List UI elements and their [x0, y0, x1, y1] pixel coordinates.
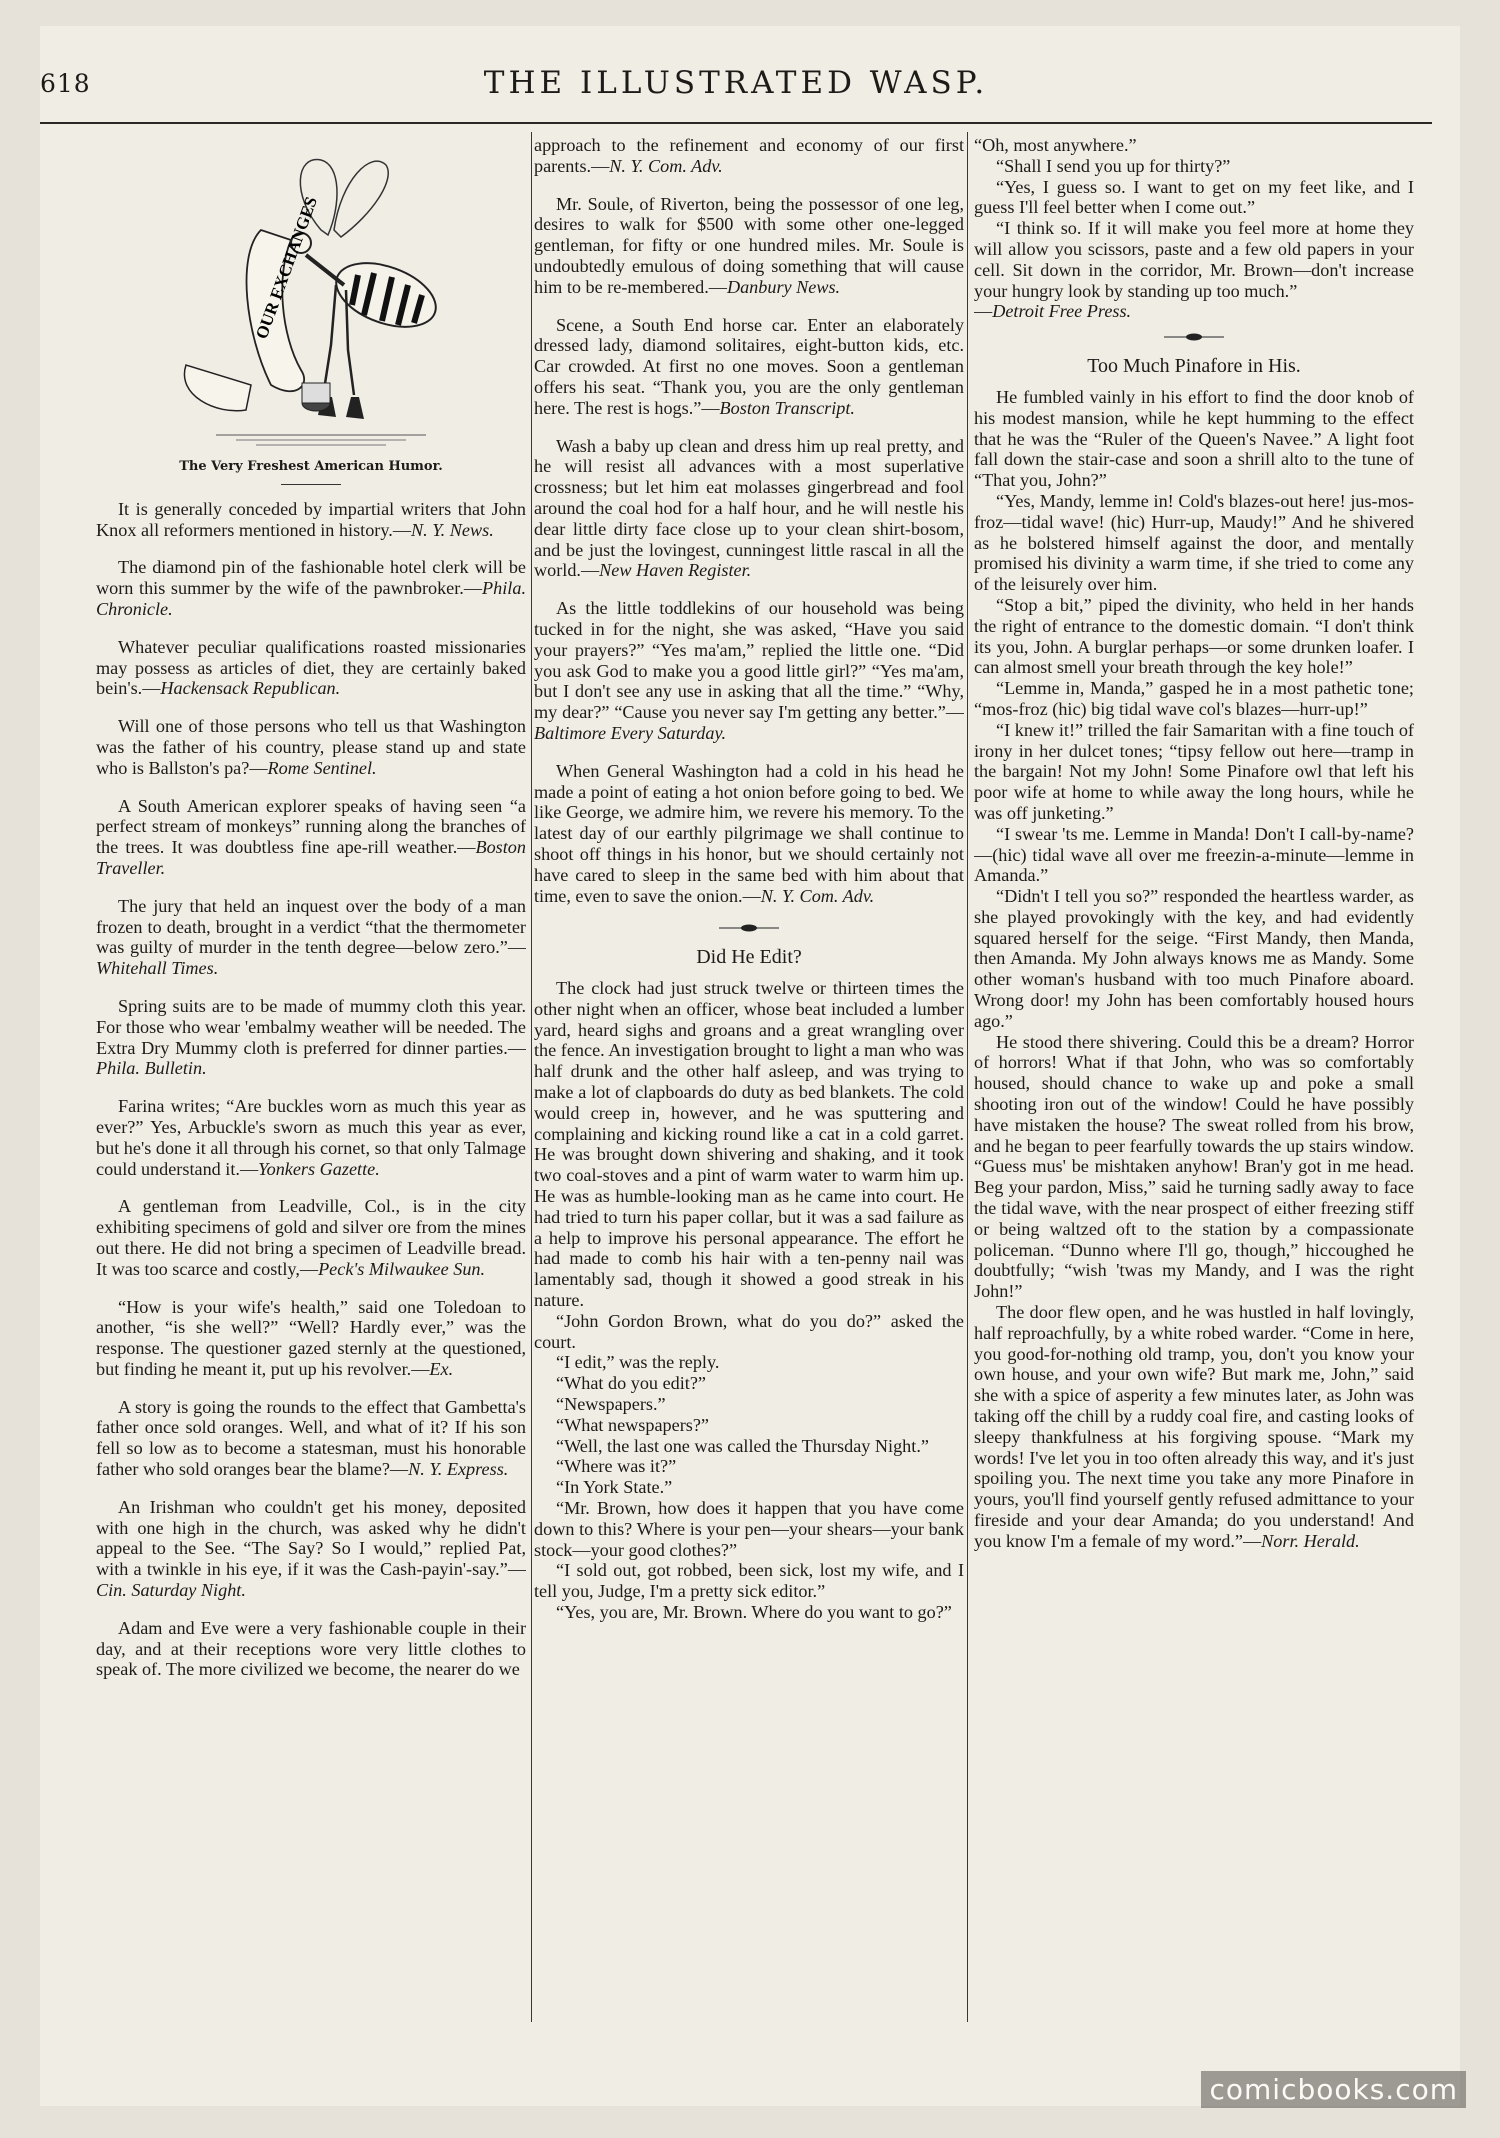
paragraph-text: The door flew open, and he was hustled in half lovingly, half reproachfully, by a white robed warder. “Come in here, you good-for-nothing old tramp, you, don't you know your own house, and your own wife? But mark me, John,” said she with a spice of asperity a few minutes later, as John was taking off the chill by a ruddy coal fire, and casting looks of sleepy thankfulness at his forgiving spouse. “Mark my words! I've let you in too often already this way, and it's just spoiling you. The next time you take any more Pinafore in yours, you'll find yourself gently refused admittance to your fireside and your dear Amanda; do you understand! And you know I'm a female of my word.” — [974, 1302, 1414, 1551]
paragraph-text: “I sold out, got robbed, been sick, lost my wife, and I tell you, Judge, I'm a pretty sick editor.” — [534, 1560, 964, 1602]
paragraph — [974, 156, 1414, 177]
paragraph — [974, 886, 1414, 1032]
watermark: comicbooks.com — [1201, 2071, 1466, 2108]
paragraph — [534, 1498, 964, 1560]
paragraph-text: Spring suits are to be made of mummy cloth this year. For those who wear 'embalmy weather will be needed. The Extra Dry Mummy cloth is preferred for dinner parties. — [96, 995, 526, 1058]
paragraph: The jury that held an inquest over the body of a man frozen to death, brought in a verdict “that the thermometer was guilty of murder in the tenth degree—below zero.”—Whitehall Times. — [96, 895, 526, 979]
paragraph — [974, 824, 1414, 886]
source-credit: N. Y. Com. Adv. — [760, 885, 875, 906]
paragraph — [534, 1394, 964, 1415]
paragraph — [534, 1436, 964, 1457]
column-3 — [974, 135, 1414, 2065]
illustration-banner-text: OUR EXCHANGES — [251, 194, 321, 342]
paragraph-text: As the little toddlekins of our household was being tucked in for the night, she was asked, “Have you said your prayers?” “Yes ma'am,” replied the little one. “Did you ask God to make you a good little girl?” “Yes ma'am, but I don't see any use in asking that all the time.” “Why, my dear?” “Cause you never say I'm getting any better.” — [534, 598, 964, 723]
source-credit: Rome Sentinel. — [267, 757, 377, 778]
illustration-caption: The Very Freshest American Humor. — [179, 459, 443, 474]
paragraph: A story is going the rounds to the effect that Gambetta's father once sold oranges. Well, and what of it? If his son fell so low as to become a statesman, must his honorable father who sold oranges bear the blame?—N. Y. Express. — [96, 1396, 526, 1480]
paragraph: Spring suits are to be made of mummy cloth this year. For those who wear 'embalmy weather will be needed. The Extra Dry Mummy cloth is preferred for dinner parties.—Phila. Bulletin. — [96, 995, 526, 1079]
caption-rule — [281, 484, 341, 485]
wasp-illustration — [96, 135, 526, 455]
paragraph — [534, 1456, 964, 1477]
paragraph: An Irishman who couldn't get his money, deposited with one high in the church, was asked why he didn't appeal to the See. “The Say? So I would,” replied Pat, with a twinkle in his eye, if it was the Cash-payin'-say.”—Cin. Saturday Night. — [96, 1496, 526, 1601]
paragraph — [96, 1618, 526, 1680]
wasp-drawing-icon — [96, 135, 526, 455]
paragraph-text: “Oh, most anywhere.” — [974, 135, 1137, 155]
paragraph-text: An Irishman who couldn't get his money, deposited with one high in the church, was asked why he didn't appeal to the See. “The Say? So I would,” replied Pat, with a twinkle in his eye, if it was the Cash-payin'-say.” — [96, 1496, 526, 1580]
paragraph-text: Whatever peculiar qualifications roasted missionaries may possess as articles of diet, they are certainly baked bein's. — [96, 636, 526, 699]
paragraph — [974, 387, 1414, 491]
paragraph-text: He fumbled vainly in his effort to find the door knob of his modest mansion, while he kept humming to the effect that he was the “Ruler of the Queen's Navee.” A light foot fall down the stair-case and soon a shrill alto to the tune of “That you, John?” — [974, 386, 1414, 491]
page-number: 618 — [40, 69, 91, 98]
paragraph: Scene, a South End horse car. Enter an elaborately dressed lady, diamond solitaires, eight-button kids, etc. Car crowded. At first no one moves. Soon a gentleman offers his seat. “Thank you, you are the only gentleman here. The rest is hogs.”—Boston Transcript. — [534, 314, 964, 418]
source-credit: Baltimore Every Saturday. — [534, 722, 727, 743]
paragraph-text: “Stop a bit,” piped the divinity, who held in her hands the right of entrance to the domestic domain. “I don't think its you, John. A burglar perhaps—or some drunken loafer. I can almost smell your breath through the key hole!” — [974, 594, 1414, 678]
paragraph — [974, 218, 1414, 301]
source-credit: Peck's Milwaukee Sun. — [318, 1258, 486, 1279]
paragraph: The door flew open, and he was hustled in half lovingly, half reproachfully, by a white robed warder. “Come in here, you good-for-nothing old tramp, you, don't you know your own house, and your own wife? But mark me, John,” said she with a spice of asperity a few minutes later, as John was taking off the chill by a ruddy coal fire, and casting looks of sleepy thankfulness at his forgiving spouse. “Mark my words! I've let you in too often already this way, and it's just spoiling you. The next time you take any more Pinafore in yours, you'll find yourself gently refused admittance to your fireside and your dear Amanda; do you understand! And you know I'm a female of my word.”—Norr. Herald. — [974, 1302, 1414, 1551]
paragraph: Farina writes; “Are buckles worn as much this year as ever?” Yes, Arbuckle's sworn as much this year as ever, but he's done it all through his cornet, so that only Talmage could understand it.—Yonkers Gazette. — [96, 1096, 526, 1179]
paragraph-text: “I edit,” was the reply. — [556, 1352, 720, 1373]
paragraph — [974, 1032, 1414, 1302]
paragraph-text: “I knew it!” trilled the fair Samaritan with a fine touch of irony in her dulcet tones; “tipsy fellow out here—tramp in the bargain! Not my John! Some Pinafore owl that left his poor wife at home to while away the long hours, while he was off junketing.” — [974, 719, 1414, 823]
ornament-divider-icon — [1164, 332, 1224, 342]
paragraph-text: “Well, the last one was called the Thursday Night.” — [556, 1435, 929, 1456]
source-credit: Boston Traveller. — [96, 837, 526, 878]
paragraph: Will one of those persons who tell us that Washington was the father of his country, please stand up and state who is Ballston's pa?—Rome Sentinel. — [96, 716, 526, 778]
paragraph-text: Adam and Eve were a very fashionable couple in their day, and at their receptions wore very little clothes to speak of. The more civilized we become, the nearer do we — [96, 1617, 526, 1680]
paragraph — [534, 1415, 964, 1436]
paragraph-text: “Mr. Brown, how does it happen that you have come down to this? Where is your pen—your shears—your bank stock—your good clothes?” — [534, 1498, 964, 1560]
paragraph-text: “Lemme in, Manda,” gasped he in a most pathetic tone; “mos-froz (hic) big tidal wave col's blazes—hurr-up!” — [974, 678, 1414, 719]
paragraph-text: “I think so. If it will make you feel more at home they will allow you scissors, paste and a few old papers in your cell. Sit down in the corridor, Mr. Brown—don't increase your hungry look by standing up too much.” — [974, 218, 1414, 301]
story-body — [534, 978, 964, 1623]
paragraph — [974, 491, 1414, 595]
paragraph-text: It is generally conceded by impartial writers that John Knox all reformers mentioned in history. — [96, 498, 526, 540]
ornament-divider-icon — [719, 923, 779, 933]
paragraph-text: approach to the refinement and economy of our first parents. — [534, 135, 964, 176]
paragraph — [974, 595, 1414, 678]
column-2-items — [534, 194, 964, 907]
column-divider — [967, 132, 968, 2022]
story2-body — [974, 387, 1414, 1552]
paragraph-text: Will one of those persons who tell us that Washington was the father of his country, please stand up and state who is Ballston's pa? — [96, 716, 526, 778]
paragraph-text: The jury that held an inquest over the body of a man frozen to death, brought in a verdict “that the thermometer was guilty of murder in the tenth degree—below zero.” — [96, 895, 526, 958]
paragraph — [534, 1560, 964, 1602]
source-credit: Norr. Herald. — [1261, 1530, 1360, 1551]
paragraph-text: “John Gordon Brown, what do you do?” asked the court. — [534, 1310, 964, 1352]
column-2 — [534, 135, 964, 2065]
paragraph — [534, 1373, 964, 1394]
source-credit: Danbury News. — [726, 276, 841, 297]
paragraph — [534, 1352, 964, 1373]
paragraph — [974, 135, 1414, 156]
paragraph-text: “Yes, Mandy, lemme in! Cold's blazes-out here! jus-mos-froz—tidal wave! (hic) Hurr-up, Maudy!” And he shivered as he bolstered himself against the door, and mentally promised his divinity a warm time, if she tried to come any of the leisurely over him. — [974, 490, 1414, 595]
paragraph: “How is your wife's health,” said one Toledoan to another, “is she well?” “Well? Hardly ever,” was the response. The questioner gazed sternly at the questioned, but finding he meant it, put up his revolver.—Ex. — [96, 1296, 526, 1379]
paragraph: The diamond pin of the fashionable hotel clerk will be worn this summer by the wife of the pawnbroker.—Phila. Chronicle. — [96, 557, 526, 619]
paragraph-text: “In York State.” — [556, 1477, 673, 1498]
paragraph: It is generally conceded by impartial writers that John Knox all reformers mentioned in history.—N. Y. News. — [96, 498, 526, 540]
source-credit: N. Y. Express. — [408, 1459, 509, 1480]
paragraph-text: “What newspapers?” — [556, 1414, 709, 1435]
column-divider — [531, 132, 532, 2022]
source-credit: Yonkers Gazette. — [258, 1158, 380, 1179]
paragraph: A South American explorer speaks of having seen “a perfect stream of monkeys” running along the branches of the trees. It was doubtless fine ape-rill weather.—Boston Traveller. — [96, 795, 526, 878]
source-credit: N. Y. Com. Adv. — [609, 155, 723, 176]
paragraph: A gentleman from Leadville, Col., is in the city exhibiting specimens of gold and silver ore from the mines out there. He did not bring a specimen of Leadville bread. It was too scarce and costly,—Peck's Milwaukee Sun. — [96, 1196, 526, 1279]
paragraph-text: A gentleman from Leadville, Col., is in the city exhibiting specimens of gold and silver ore from the mines out there. He did not bring a specimen of Leadville bread. It was too scarce and costly, — [96, 1196, 526, 1279]
story-continuation — [974, 135, 1414, 322]
source-credit: Phila. Bulletin. — [96, 1058, 207, 1079]
header-rule — [40, 122, 1432, 124]
paragraph-text: Mr. Soule, of Riverton, being the possessor of one leg, desires to walk for $500 with some other one-legged gentleman, for fifty or one hundred miles. Mr. Soule is undoubtedly emulous of doing something that will cause him to be re-membered. — [534, 193, 964, 297]
masthead-title: THE ILLUSTRATED WASP. — [483, 65, 989, 101]
paragraph-text: “I swear 'ts me. Lemme in Manda! Don't I call-by-name?—(hic) tidal wave all over me freezin-a-minute—lemme in Amanda.” — [974, 823, 1414, 886]
story-source: —Detroit Free Press. — [974, 301, 1132, 322]
paragraph: Whatever peculiar qualifications roasted missionaries may possess as articles of diet, they are certainly baked bein's.—Hackensack Republican. — [96, 636, 526, 699]
paragraph-text: “Where was it?” — [556, 1456, 677, 1477]
paragraph-text: When General Washington had a cold in his head he made a point of eating a hot onion before going to bed. We like George, we admire him, we revere his memory. To the latest day of our earthly pilgrimage we shall continue to shoot off things in his honor, but we should certainly not have cared to sleep in the same bed with him about that time, even to save the onion. — [534, 760, 964, 906]
paragraph-text: “What do you edit?” — [556, 1373, 706, 1394]
paragraph-text: A story is going the rounds to the effect that Gambetta's father once sold oranges. Well, and what of it? If his son fell so low as to become a statesman, must his honorable father who sold oranges bear the blame? — [96, 1396, 526, 1480]
paragraph-text: He stood there shivering. Could this be a dream? Horror of horrors! What if that John, who was so comfortably housed, should chance to wake up and poke a small shooting iron out of the window! Could he have possibly have mistaken the house? The sweat rolled from his brow, and he began to peer fearfully towards the up stairs window. “Guess mus' be mishtaken anyhow! Bran'y got in me head. Beg your pardon, Miss,” said he turning sadly away to face the tidal wave, with the near prospect of either freezing stiff or being waltzed oft to the station by a compassionate policeman. “Dunno where I'll go, though,” hiccoughed he doubtfully; “wish 'twas my Mandy, and I was the right John!” — [974, 1031, 1414, 1302]
paragraph-text: “Shall I send you up for thirty?” — [996, 155, 1231, 176]
paragraph: Mr. Soule, of Riverton, being the possessor of one leg, desires to walk for $500 with some other one-legged gentleman, for fifty or one hundred miles. Mr. Soule is undoubtedly emulous of doing something that will cause him to be re-membered.—Danbury News. — [534, 193, 964, 297]
paragraph-text: Scene, a South End horse car. Enter an elaborately dressed lady, diamond solitaires, eight-button kids, etc. Car crowded. At first no one moves. Soon a gentleman offers his seat. “Thank you, you are the only gentleman here. The rest is hogs.” — [534, 314, 964, 418]
source-credit: New Haven Register. — [599, 560, 752, 581]
paragraph: When General Washington had a cold in his head he made a point of eating a hot onion before going to bed. We like George, we admire him, we revere his memory. To the latest day of our earthly pilgrimage we shall continue to shoot off things in his honor, but we should certainly not have cared to sleep in the same bed with him about that time, even to save the onion.—N. Y. Com. Adv. — [534, 760, 964, 906]
continuation-paragraph: approach to the refinement and economy of our first parents.—N. Y. Com. Adv. — [534, 135, 964, 176]
story-title: Did He Edit? — [696, 946, 802, 969]
source-credit: Boston Transcript. — [719, 397, 855, 418]
paragraph-text: “Yes, I guess so. I want to get on my feet like, and I guess I'll feel better when I come out.” — [974, 176, 1414, 218]
paragraph — [974, 678, 1414, 720]
paragraph-text: Farina writes; “Are buckles worn as much this year as ever?” Yes, Arbuckle's sworn as much this year as ever, but he's done it all through his cornet, so that only Talmage could understand it. — [96, 1096, 526, 1179]
column-1 — [96, 135, 526, 2065]
source-credit: Whitehall Times. — [96, 958, 219, 979]
paragraph — [534, 1311, 964, 1353]
paragraph — [534, 978, 964, 1311]
paragraph-text: The clock had just struck twelve or thirteen times the other night when an officer, whose beat included a lumber yard, heard sighs and groans and a great wrangling over the fence. An investigation brought to light a man who was half drunk and the other half asleep, and was trying to make a lot of clapboards do duty as bed blankets. The cold would creep in, however, and he was sputtering and complaining and kicking round like a cat in a cold garret. He was brought down shivering and shaking, and it took two coal-stoves and a pint of warm water to warm him up. He was as humble-looking man as he came into court. He had tried to turn his paper collar, but it was a sad failure as a help to improve his personal appearance. The effort he had made to comb his hair with a ten-penny nail was lamentably sad, though it showed a good streak in his nature. — [534, 978, 964, 1311]
paragraph: As the little toddlekins of our household was being tucked in for the night, she was asked, “Have you said your prayers?” “Yes ma'am,” replied the little one. “Did you ask God to make you a good little girl?” “Yes ma'am, but I don't see any use in asking that all the time.” “Why, my dear?” “Cause you never say I'm getting any better.”—Baltimore Every Saturday. — [534, 598, 964, 743]
paragraph — [974, 177, 1414, 219]
paragraph: Wash a baby up clean and dress him up real pretty, and he will resist all advances with a most superlative crossness; but let him eat molasses gingerbread and fool around the coal hod for a half hour, and he will nestle his dear little dirty face close up to your clean shirt-bosom, and be just the lovingest, cunningest little rascal in all the world.—New Haven Register. — [534, 435, 964, 581]
source-credit: N. Y. News. — [411, 519, 494, 540]
paragraph-text: “Newspapers.” — [556, 1394, 666, 1415]
paragraph — [534, 1602, 964, 1623]
paragraph-text: “How is your wife's health,” said one Toledoan to another, “is she well?” “Well? Hardly ever,” was the response. The questioner gazed sternly at the questioned, but finding he meant it, put up his revolver. — [96, 1296, 526, 1379]
page-header — [40, 55, 1432, 123]
paragraph-text: Wash a baby up clean and dress him up real pretty, and he will resist all advances with a most superlative crossness; but let him eat molasses gingerbread and fool around the coal hod for a half hour, and he will nestle his dear little dirty face close up to your clean shirt-bosom, and be just the lovingest, cunningest little rascal in all the world. — [534, 435, 964, 581]
source-credit: Cin. Saturday Night. — [96, 1580, 246, 1601]
paragraph-text: “Yes, you are, Mr. Brown. Where do you want to go?” — [556, 1602, 952, 1622]
paragraph-text: A South American explorer speaks of having seen “a perfect stream of monkeys” running along the branches of the trees. It was doubtless fine ape-rill weather. — [96, 795, 526, 858]
paragraph — [974, 720, 1414, 824]
story2-title: Too Much Pinafore in His. — [1087, 355, 1301, 378]
source-credit: Ex. — [429, 1358, 454, 1379]
paragraph — [534, 1477, 964, 1498]
paragraph-text: The diamond pin of the fashionable hotel clerk will be worn this summer by the wife of the pawnbroker. — [96, 557, 526, 599]
paragraph-text: “Didn't I tell you so?” responded the heartless warder, as she played provokingly with the key, and had evidently squared herself for the seige. “First Mandy, then Manda, then Amanda. My John always knows me as Mandy. Some other woman's husband with too much Pinafore aboard. Wrong door! my John has been comfortably housed hours ago.” — [974, 886, 1414, 1031]
source-credit: Detroit Free Press. — [992, 301, 1132, 322]
source-credit: Hackensack Republican. — [160, 678, 341, 699]
column-1-items — [96, 499, 526, 1680]
source-credit: Phila. Chronicle. — [96, 578, 526, 619]
